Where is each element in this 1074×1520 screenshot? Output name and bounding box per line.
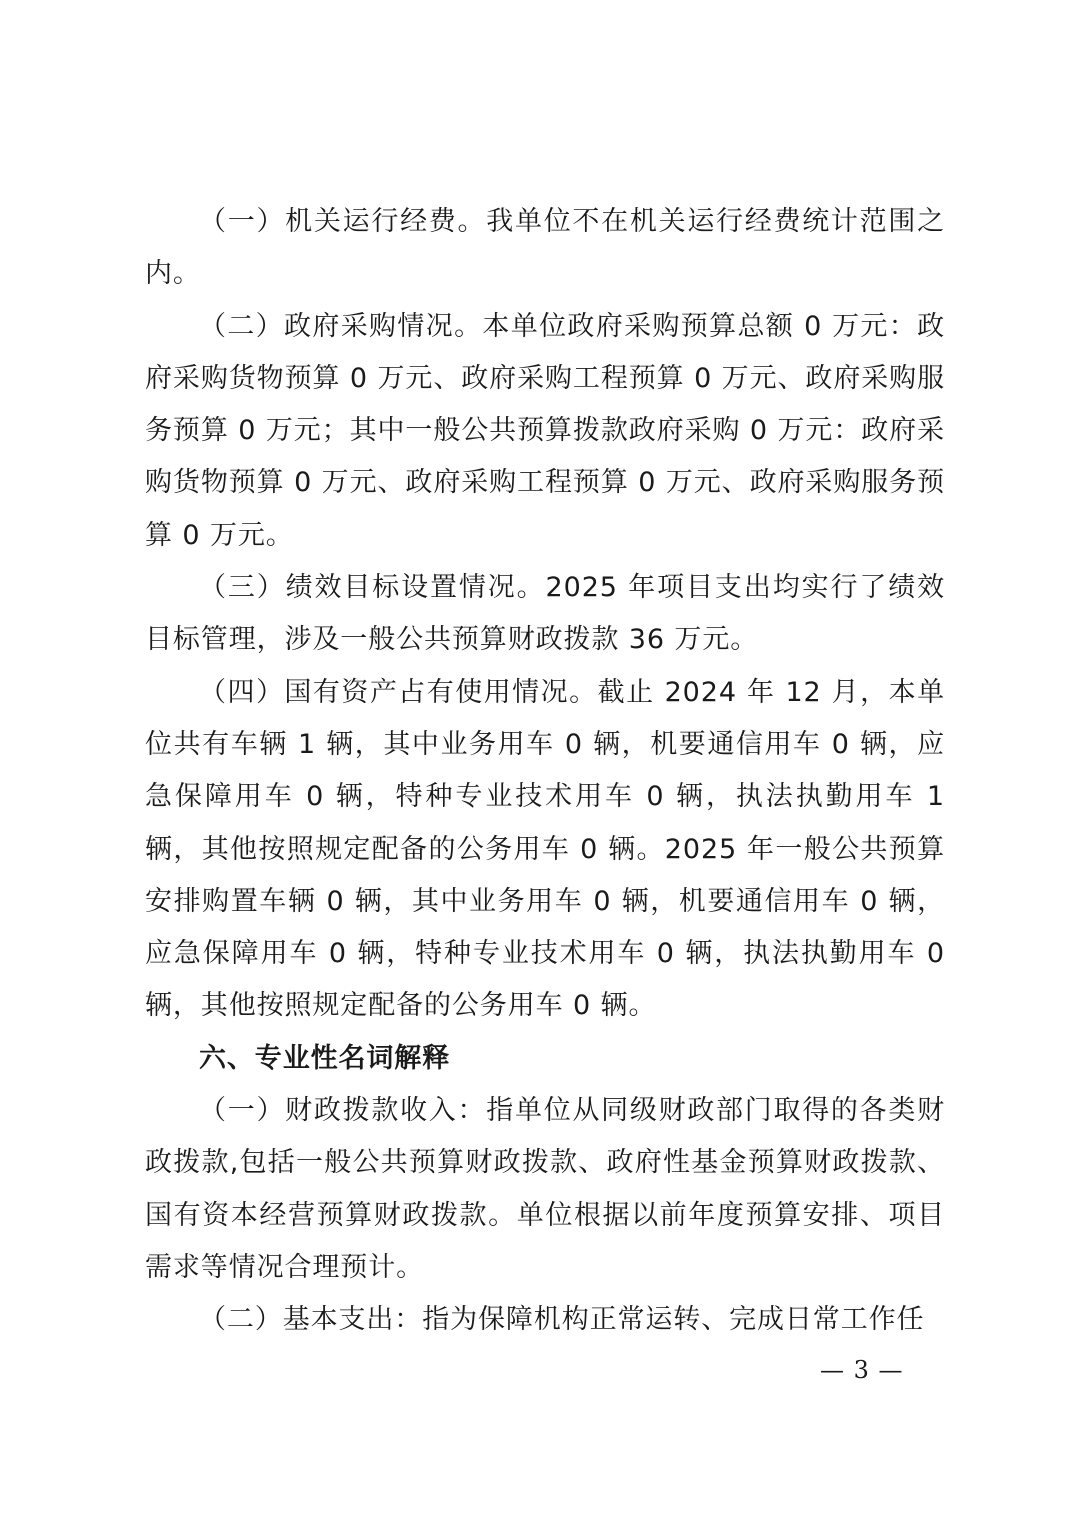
paragraph-lead: （四）国有资产占有使用情况。	[199, 676, 598, 708]
document-body	[145, 196, 945, 1347]
paragraph-lead: （三）绩效目标设置情况。	[199, 572, 546, 604]
section-heading: 六、专业性名词解释	[199, 1042, 451, 1074]
definition-term: （一）财政拨款收入：	[199, 1095, 487, 1127]
paragraph-government-procurement	[145, 301, 945, 562]
definition-text: 指为保障机构正常运转、完成日常工作任	[422, 1304, 925, 1336]
paragraph-text: 2025 年项目支出均实行了绩效目标管理，涉及一般公共预算财政拨款 36 万元。	[145, 572, 945, 656]
definition-fiscal-appropriation	[145, 1085, 945, 1294]
paragraph-text: 本单位政府采购预算总额 0 万元：政府采购货物预算 0 万元、政府采购工程预算 0 万元、政府采购服务预算 0 万元；其中一般公共预算拨款政府采购 0 万元：政府采购货物预算 0 万元、政府采购工程预算 0 万元、政府采购服务预算 0 万元。	[145, 310, 945, 551]
paragraph-text: 我单位不在机关运行经费统计范围之内。	[145, 206, 946, 290]
paragraph-lead: （二）政府采购情况。	[199, 310, 483, 342]
paragraph-lead: （一）机关运行经费。	[199, 206, 487, 237]
definition-text: 指单位从同级财政部门取得的各类财政拨款,包括一般公共预算财政拨款、政府性基金预算财政拨款、国有资本经营预算财政拨款。单位根据以前年度预算安排、项目需求等情况合理预计。	[145, 1095, 946, 1283]
paragraph-text: 截止 2024 年 12 月，本单位共有车辆 1 辆，其中业务用车 0 辆，机要通信用车 0 辆，应急保障用车 0 辆，特种专业技术用车 0 辆，执法执勤用车 1 辆，其他按照规定配备的公务用车 0 辆。2025 年一般公共预算安排购置车辆 0 辆，其中业务用车 0 辆，机要通信用车 0 辆，应急保障用车 0 辆，特种专业技术用车 0 辆，执法执勤用车 0 辆，其他按照规定配备的公务用车 0 辆。	[145, 676, 945, 1022]
definition-term: （二）基本支出：	[199, 1304, 423, 1336]
page-number: — 3 —	[820, 1356, 904, 1384]
paragraph-operating-expenses	[145, 196, 945, 301]
definition-basic-expenditure	[145, 1294, 945, 1346]
paragraph-performance-targets	[145, 562, 945, 667]
paragraph-state-assets	[145, 667, 945, 1033]
